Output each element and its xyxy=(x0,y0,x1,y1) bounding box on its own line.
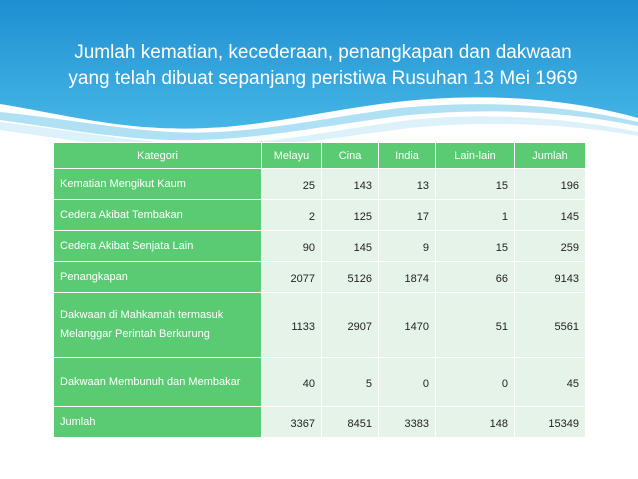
row-label: Jumlah xyxy=(54,407,262,438)
cell-value: 1470 xyxy=(379,293,436,358)
cell-value: 90 xyxy=(262,231,322,262)
row-label: Cedera Akibat Senjata Lain xyxy=(54,231,262,262)
row-label: Cedera Akibat Tembakan xyxy=(54,200,262,231)
cell-value: 143 xyxy=(322,169,379,200)
title-line-1: Jumlah kematian, kecederaan, penangkapan dan dakwaan xyxy=(74,42,572,63)
cell-value: 259 xyxy=(515,231,586,262)
statistics-table xyxy=(53,142,586,438)
header-melayu: Melayu xyxy=(262,143,322,169)
header-cina: Cina xyxy=(322,143,379,169)
cell-value: 5 xyxy=(322,358,379,407)
cell-value: 8451 xyxy=(322,407,379,438)
cell-value: 2077 xyxy=(262,262,322,293)
cell-value: 66 xyxy=(436,262,515,293)
row-label: Dakwaan Membunuh dan Membakar xyxy=(54,358,262,407)
cell-value: 9143 xyxy=(515,262,586,293)
cell-value: 148 xyxy=(436,407,515,438)
table-row xyxy=(54,231,586,262)
cell-value: 17 xyxy=(379,200,436,231)
cell-value: 2 xyxy=(262,200,322,231)
cell-value: 145 xyxy=(322,231,379,262)
cell-value: 3367 xyxy=(262,407,322,438)
cell-value: 40 xyxy=(262,358,322,407)
cell-value: 125 xyxy=(322,200,379,231)
title-line-2: yang telah dibuat sepanjang peristiwa Rusuhan 13 Mei 1969 xyxy=(68,68,578,89)
header-jumlah: Jumlah xyxy=(515,143,586,169)
cell-value: 1 xyxy=(436,200,515,231)
cell-value: 51 xyxy=(436,293,515,358)
cell-value: 3383 xyxy=(379,407,436,438)
title-banner xyxy=(0,0,638,150)
table-row xyxy=(54,358,586,407)
slide-title xyxy=(28,40,618,92)
cell-value: 5561 xyxy=(515,293,586,358)
table-header-row xyxy=(54,143,586,169)
cell-value: 5126 xyxy=(322,262,379,293)
table-row xyxy=(54,293,586,358)
header-lain-lain: Lain-lain xyxy=(436,143,515,169)
cell-value: 145 xyxy=(515,200,586,231)
cell-value: 0 xyxy=(379,358,436,407)
cell-value: 15 xyxy=(436,169,515,200)
cell-value: 45 xyxy=(515,358,586,407)
cell-value: 1133 xyxy=(262,293,322,358)
row-label: Penangkapan xyxy=(54,262,262,293)
row-label: Kematian Mengikut Kaum xyxy=(54,169,262,200)
header-kategori: Kategori xyxy=(54,143,262,169)
cell-value: 25 xyxy=(262,169,322,200)
cell-value: 2907 xyxy=(322,293,379,358)
table-row xyxy=(54,262,586,293)
cell-value: 196 xyxy=(515,169,586,200)
header-india: India xyxy=(379,143,436,169)
cell-value: 0 xyxy=(436,358,515,407)
table-row xyxy=(54,169,586,200)
cell-value: 13 xyxy=(379,169,436,200)
table-total-row xyxy=(54,407,586,438)
cell-value: 15349 xyxy=(515,407,586,438)
cell-value: 15 xyxy=(436,231,515,262)
table-row xyxy=(54,200,586,231)
cell-value: 9 xyxy=(379,231,436,262)
row-label: Dakwaan di Mahkamah termasuk Melanggar Perintah Berkurung xyxy=(54,293,262,358)
cell-value: 1874 xyxy=(379,262,436,293)
